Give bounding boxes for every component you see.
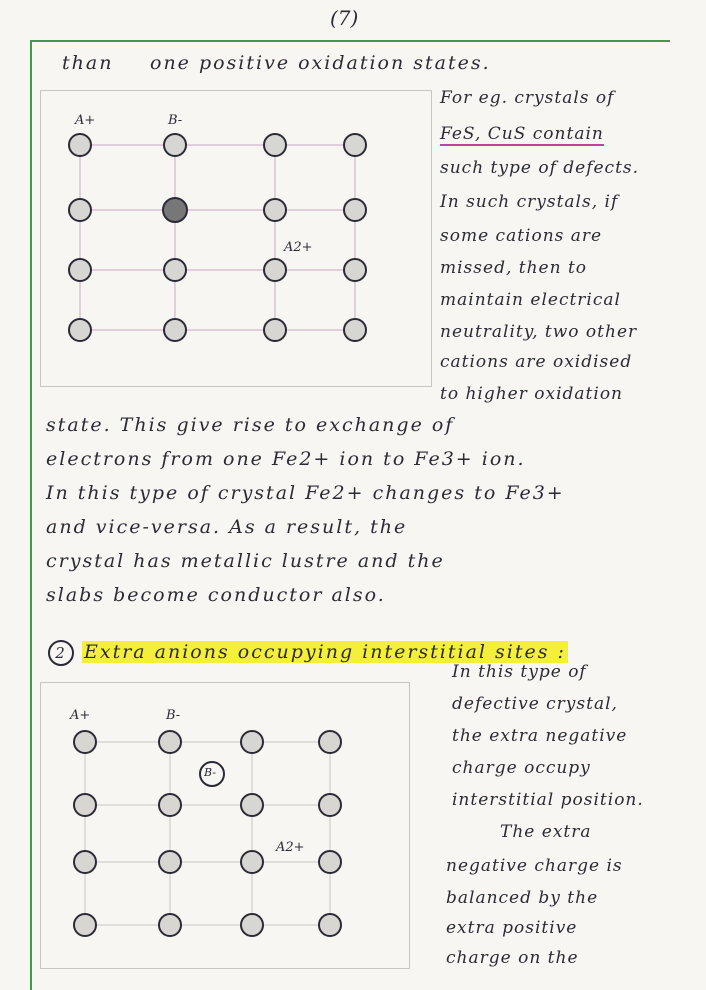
side2-line-9: extra positive [446,918,578,938]
side2-line-7: negative charge is [446,856,623,876]
section-heading-text: Extra anions occupying interstitial sites : [84,641,566,663]
side1-line-5: some cations are [440,226,603,246]
side1-line-2-text: FeS, CuS contain [440,124,604,144]
side2-line-4: charge occupy [452,758,591,778]
side2-line-10: charge on the [446,948,579,968]
side2-line-1: In this type of [452,662,587,682]
side1-line-1: For eg. crystals of [440,88,615,108]
side1-line-7: maintain electrical [440,290,621,310]
side1-line-4: In such crystals, if [440,192,619,212]
para1-line-6: slabs become conductor also. [46,584,386,606]
side1-line-10: to higher oxidation [440,384,624,404]
label-anion: B- [168,113,183,128]
label-cation-2: A+ [70,708,91,723]
para1-line-2: electrons from one Fe2+ ion to Fe3+ ion. [46,448,526,470]
label-a2plus-2: A2+ [276,840,305,855]
page-number: (7) [330,6,359,30]
label-anion-2: B- [166,708,181,723]
para1-line-1: state. This give rise to exchange of [46,414,455,436]
side2-line-8: balanced by the [446,888,599,908]
text-line-states: one positive oxidation states. [150,52,491,74]
side1-line-3: such type of defects. [440,158,640,178]
para1-line-5: crystal has metallic lustre and the [46,550,445,572]
label-interstitial-anion: B- [204,766,217,779]
side1-line-6: missed, then to [440,258,588,278]
side1-line-9: cations are oxidised [440,352,633,372]
side2-line-2: defective crystal, [452,694,618,714]
para1-line-3: In this type of crystal Fe2+ changes to Fe3+ [46,482,565,504]
label-cation: A+ [75,113,96,128]
text-line-than: than [62,52,114,74]
para1-line-4: and vice-versa. As a result, the [46,516,408,538]
label-a2plus: A2+ [284,240,313,255]
side2-line-3: the extra negative [452,726,628,746]
side1-line-8: neutrality, two other [440,322,638,342]
side2-line-6: The extra [500,822,592,842]
section-number: 2 [48,640,74,666]
side2-line-5: interstitial position. [452,790,644,810]
